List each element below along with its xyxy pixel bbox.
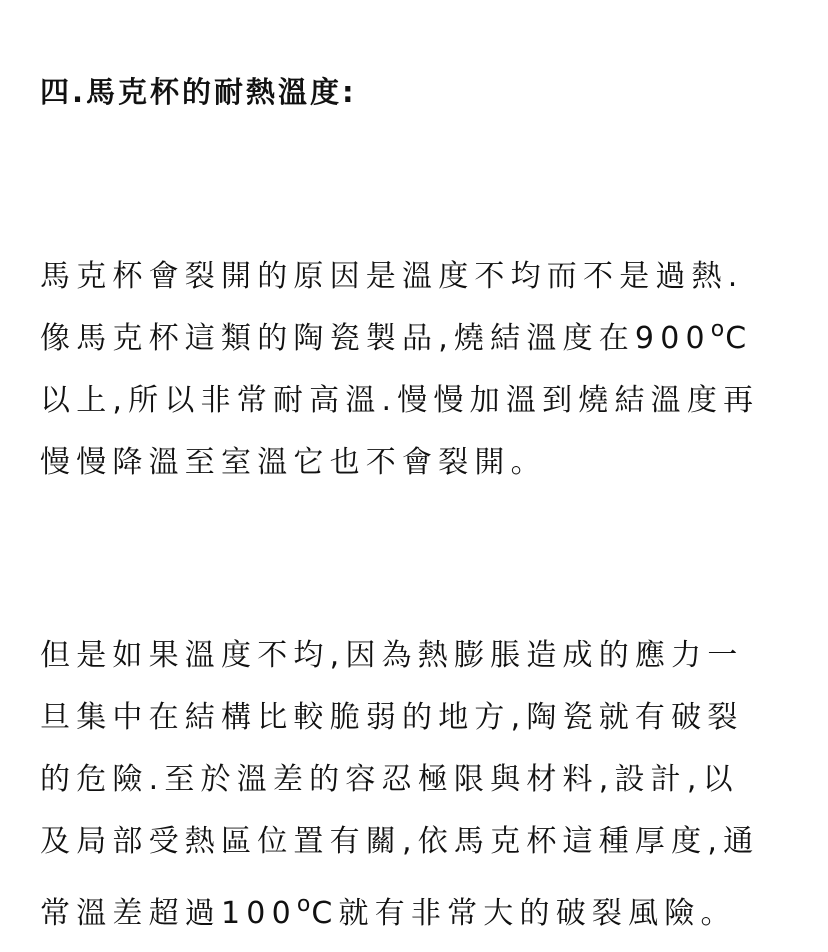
text-fragment: C (725, 321, 753, 356)
paragraph-line: 以上,所以非常耐高溫.慢慢加溫到燒結溫度再 (40, 383, 760, 418)
paragraph-line: 及局部受熱區位置有關,依馬克杯這種厚度,通 (40, 824, 760, 859)
degree-superscript: o (296, 892, 312, 917)
text-fragment: 像馬克杯這類的陶瓷製品,燒結溫度在900 (40, 321, 711, 356)
degree-superscript: o (710, 317, 726, 342)
paragraph-line: 慢慢降溫至室溫它也不會裂開。 (40, 445, 547, 480)
paragraph-cause (40, 246, 800, 494)
paragraph-line: 馬克杯會裂開的原因是溫度不均而不是過熱. (40, 259, 744, 294)
paragraph-line: 但是如果溫度不均,因為熱膨脹造成的應力一 (40, 638, 744, 673)
paragraph-line (40, 308, 800, 370)
text-fragment: C就有非常大的破裂風險。 (311, 896, 737, 931)
paragraph-line (40, 883, 800, 945)
section-heading: 四.馬克杯的耐熱溫度: (40, 75, 357, 109)
paragraph-line: 的危險.至於溫差的容忍極限與材料,設計,以 (40, 762, 739, 797)
paragraph-risk (40, 625, 800, 945)
text-fragment: 常溫差超過100 (40, 896, 297, 931)
paragraph-line: 旦集中在結構比較脆弱的地方,陶瓷就有破裂 (40, 700, 744, 735)
